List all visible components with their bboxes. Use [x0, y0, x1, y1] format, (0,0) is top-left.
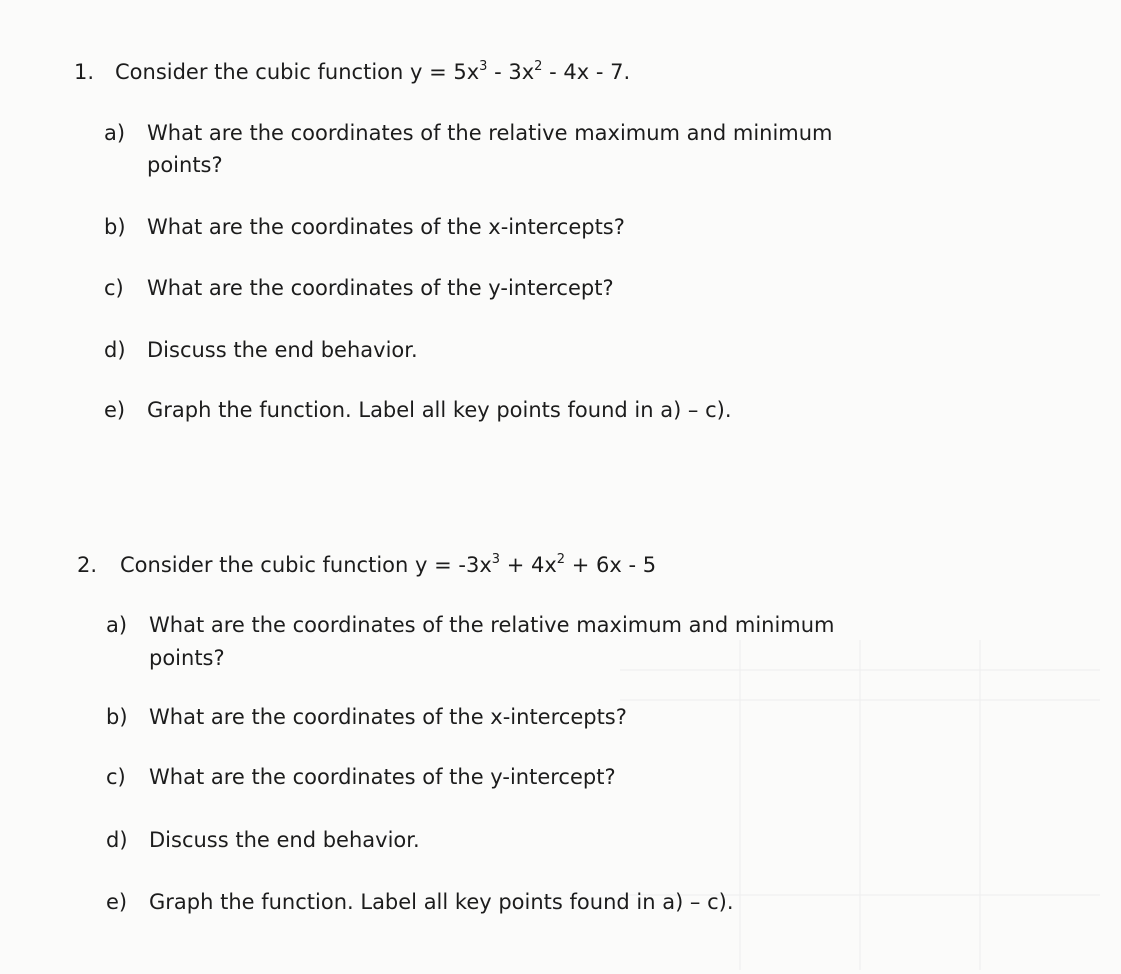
eq-exponent: 3 [491, 552, 501, 567]
eq-term: + 4x [500, 553, 557, 577]
part-text: What are the coordinates of the y-intercept? [149, 765, 616, 789]
eq-term: - 3x [487, 60, 535, 84]
problem-statement [120, 552, 656, 578]
part-label: c) [104, 276, 124, 300]
eq-term: -3x [458, 553, 492, 577]
part-text: Discuss the end behavior. [149, 828, 420, 852]
problem-number: 1. [74, 60, 95, 84]
part-label: c) [106, 765, 126, 789]
part-text: What are the coordinates of the x-intercepts? [149, 705, 627, 729]
eq-term: + 6x - 5 [565, 553, 657, 577]
part-text-cont: points? [149, 646, 225, 670]
part-text: What are the coordinates of the x-intercepts? [147, 215, 625, 239]
part-label: b) [106, 705, 128, 729]
part-label: a) [104, 121, 126, 145]
eq-term: - 4x - 7. [542, 60, 631, 84]
statement-text: Consider the cubic function y = [120, 553, 459, 577]
part-label: b) [104, 215, 126, 239]
bleed-through-grid [620, 640, 1100, 970]
part-label: e) [104, 398, 126, 422]
part-text: Discuss the end behavior. [147, 338, 418, 362]
eq-exponent: 2 [556, 552, 566, 567]
part-label: d) [106, 828, 128, 852]
problem-statement [115, 59, 630, 85]
eq-exponent: 3 [479, 59, 488, 74]
part-label: d) [104, 338, 126, 362]
part-text: What are the coordinates of the relative maximum and minimum [149, 613, 835, 637]
part-text: What are the coordinates of the y-intercept? [147, 276, 614, 300]
statement-text: Consider the cubic function y = [115, 60, 454, 84]
part-text-cont: points? [147, 153, 223, 177]
part-text: Graph the function. Label all key points found in a) – c). [149, 890, 734, 914]
eq-term: 5x [453, 60, 480, 84]
part-text: What are the coordinates of the relative maximum and minimum [147, 121, 833, 145]
part-label: e) [106, 890, 128, 914]
problem-number: 2. [77, 553, 98, 577]
part-label: a) [106, 613, 128, 637]
part-text: Graph the function. Label all key points found in a) – c). [147, 398, 732, 422]
eq-exponent: 2 [534, 59, 543, 74]
